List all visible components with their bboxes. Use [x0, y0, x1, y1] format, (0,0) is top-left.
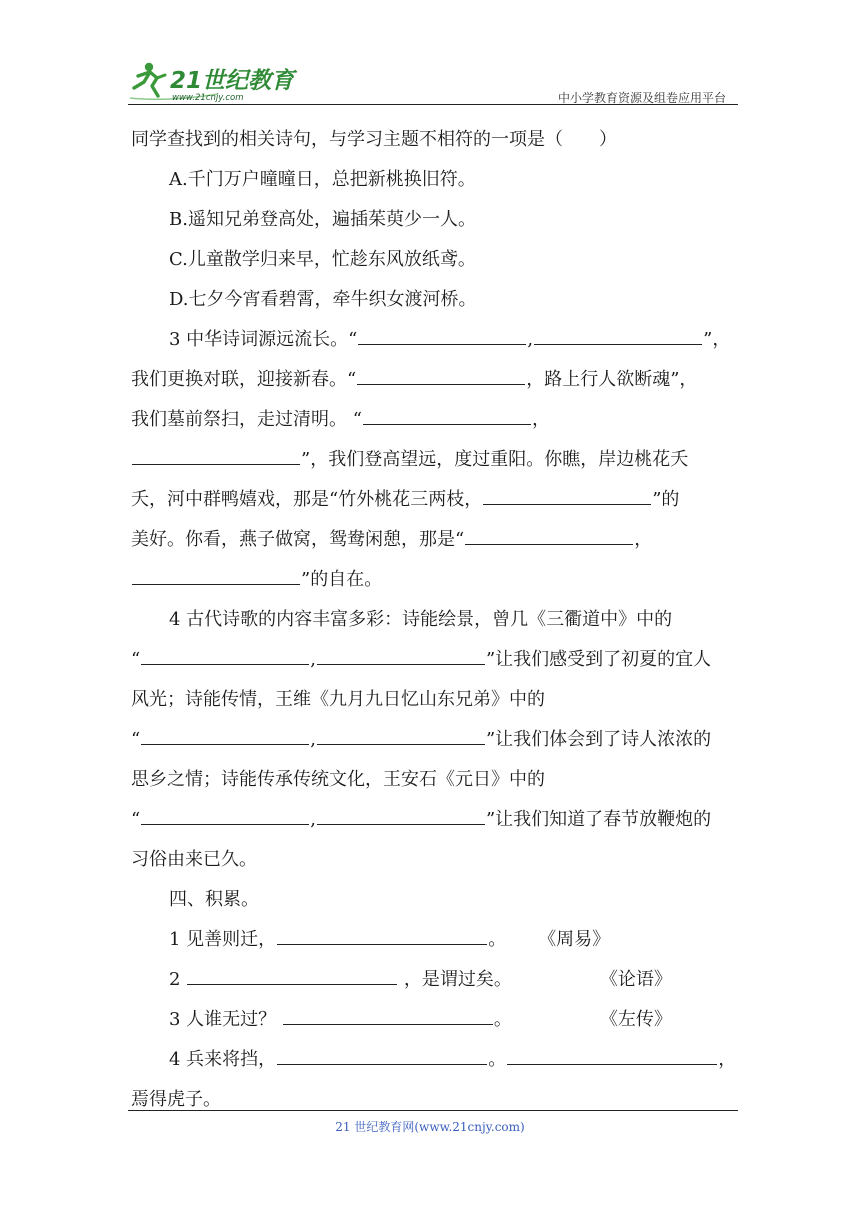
- answer-blank[interactable]: [283, 1002, 493, 1025]
- q3-text: 夭，河中群鸭嬉戏，那是“竹外桃花三两枝，: [131, 489, 483, 510]
- q4-line-2: [131, 642, 731, 682]
- answer-blank[interactable]: [465, 522, 633, 545]
- answer-blank[interactable]: [132, 562, 300, 585]
- answer-blank[interactable]: [317, 802, 485, 825]
- svg-text:21世纪教育: 21世纪教育: [170, 68, 295, 94]
- q3-text: ，: [634, 529, 653, 550]
- item-text: 。: [488, 1049, 507, 1070]
- q3-text: ”，我们登高望远，度过重阳。你瞧，岸边桃花夭: [301, 449, 689, 470]
- item-text: 4 兵来将挡，: [169, 1049, 277, 1070]
- answer-blank[interactable]: [277, 922, 487, 945]
- answer-blank[interactable]: [317, 642, 485, 665]
- item-text: ，: [718, 1049, 737, 1070]
- item-text: 2: [169, 969, 187, 990]
- q3-text: ”的: [652, 489, 680, 510]
- q3-line-2: [131, 362, 731, 402]
- header-tagline: 中小学教育资源及组卷应用平台: [557, 91, 726, 105]
- answer-blank[interactable]: [277, 1042, 487, 1065]
- accumulate-item-4-cont: 焉得虎子。: [131, 1089, 221, 1110]
- q3-text: ，路上行人欲断魂”，: [526, 369, 698, 390]
- q4-line-3: 风光；诗能传情，王维《九月九日忆山东兄弟》中的: [131, 689, 545, 710]
- q3-text: 我们更换对联，迎接新春。“: [131, 369, 357, 390]
- site-logo: [128, 58, 298, 102]
- q3-line-3: [131, 402, 731, 442]
- accumulate-item-3: [131, 1002, 731, 1042]
- option-a: A.千门万户曈曈日，总把新桃换旧符。: [169, 169, 476, 190]
- item-source: 《论语》: [599, 969, 672, 990]
- answer-blank[interactable]: [363, 402, 531, 425]
- answer-blank[interactable]: [141, 802, 309, 825]
- q3-text: ”，: [703, 329, 731, 350]
- answer-blank[interactable]: [534, 322, 702, 345]
- q3-line-1: [131, 322, 731, 362]
- q4-text: ,: [310, 729, 316, 750]
- svg-text:www.21cnjy.com: www.21cnjy.com: [172, 93, 244, 102]
- q3-line-6: [131, 522, 731, 562]
- q4-line-7: 习俗由来已久。: [131, 849, 257, 870]
- q4-text: ”让我们知道了春节放鞭炮的: [485, 809, 712, 830]
- answer-blank[interactable]: [358, 322, 526, 345]
- q4-line-6: [131, 802, 731, 842]
- q3-text: ”的自在。: [301, 569, 383, 590]
- q3-line-5: [131, 482, 731, 522]
- q3-line-4: [131, 442, 731, 482]
- option-c: C.儿童散学归来早，忙趁东风放纸鸢。: [169, 249, 476, 270]
- answer-blank[interactable]: [141, 722, 309, 745]
- q4-text: “: [131, 809, 141, 830]
- option-b: B.遥知兄弟登高处，遍插茱萸少一人。: [169, 209, 476, 230]
- option-d: D.七夕今宵看碧霄，牵牛织女渡河桥。: [169, 289, 477, 310]
- answer-blank[interactable]: [483, 482, 651, 505]
- q4-text: ”让我们感受到了初夏的宜人: [485, 649, 712, 670]
- item-source: 《左传》: [599, 1009, 672, 1030]
- section-title: 四、积累。: [169, 889, 259, 910]
- accumulate-item-1: [131, 922, 731, 962]
- item-text: 。: [488, 929, 507, 950]
- accumulate-item-4: [131, 1042, 737, 1082]
- q3-text: 我们墓前祭扫，走过清明。 “: [131, 409, 362, 430]
- answer-blank[interactable]: [357, 362, 525, 385]
- page-header: [128, 58, 738, 106]
- item-text: 1 见善则迁，: [169, 929, 277, 950]
- item-source: 《周易》: [538, 929, 611, 950]
- accumulate-item-2: [131, 962, 731, 1002]
- q4-line-1: 4 古代诗歌的内容丰富多彩：诗能绘景，曾几《三衢道中》中的: [169, 609, 673, 630]
- runner-logo-icon: [128, 58, 298, 102]
- item-text: 3 人谁无过？: [169, 1009, 282, 1030]
- page-footer: 21 世纪教育网(www.21cnjy.com): [335, 1120, 525, 1134]
- question-stem: 同学查找到的相关诗句，与学习主题不相符的一项是（ ）: [131, 129, 617, 150]
- q3-text: 3 中华诗词源远流长。“: [169, 329, 358, 350]
- q3-text: ,: [527, 329, 534, 350]
- answer-blank[interactable]: [187, 962, 397, 985]
- q4-text: “: [131, 649, 141, 670]
- answer-blank[interactable]: [507, 1042, 717, 1065]
- q3-text: ，: [531, 409, 550, 430]
- answer-blank[interactable]: [132, 442, 300, 465]
- answer-blank[interactable]: [141, 642, 309, 665]
- q3-text: 美好。你看，燕子做窝，鸳鸯闲憩，那是“: [131, 529, 465, 550]
- q4-text: ”让我们体会到了诗人浓浓的: [485, 729, 712, 750]
- header-divider: [128, 104, 738, 105]
- q4-text: ,: [310, 809, 316, 830]
- answer-blank[interactable]: [317, 722, 485, 745]
- item-text: 。: [493, 1009, 512, 1030]
- q4-line-5: 思乡之情；诗能传承传统文化，王安石《元日》中的: [131, 769, 545, 790]
- q4-text: “: [131, 729, 141, 750]
- q4-line-4: [131, 722, 731, 762]
- q4-text: ,: [310, 649, 316, 670]
- item-text: ，是谓过矣。: [398, 969, 512, 990]
- footer-divider: [128, 1110, 738, 1111]
- q3-line-7: [131, 562, 731, 602]
- document-body: [131, 122, 737, 1122]
